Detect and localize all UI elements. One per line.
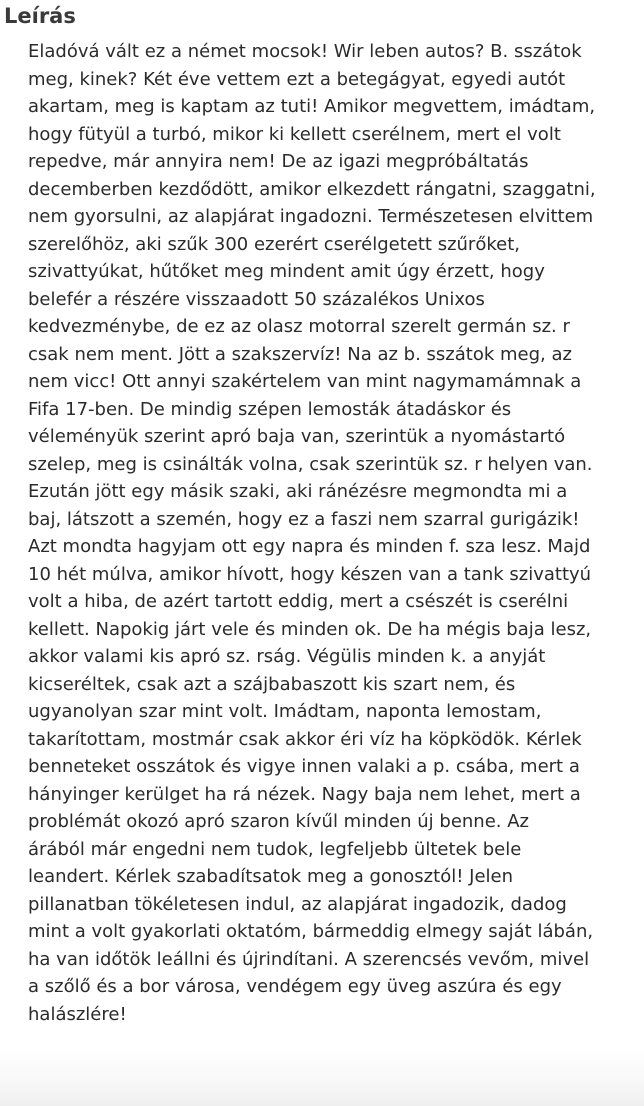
section-title: Leírás <box>4 4 76 28</box>
description-line: benneteket osszátok és vigye innen valaki a p. csába, mert a <box>28 756 580 777</box>
description-line: baj, látszott a szemén, hogy ez a faszi nem szarral gurigázik! <box>28 508 580 530</box>
description-line: kedvezménybe, de ez az olasz motorral szerelt germán sz. r <box>28 316 570 337</box>
description-line: Eladóvá vált ez a német mocsok! Wir leben autos? B. sszátok <box>28 41 582 62</box>
description-line: nem vicc! Ott annyi szakértelem van mint nagymamámnak a <box>28 371 582 392</box>
description-line: akkor valami kis apró sz. rság. Végülis minden k. a anyját <box>28 646 546 667</box>
description-line: problémát okozó apró szaron kívűl minden új benne. Az <box>28 811 529 832</box>
description-line: szerelőhöz, aki szűk 300 ezerért cserélgetett szűrőket, <box>28 233 520 255</box>
description-line: decemberben kezdődött, amikor elkezdett rángatni, szaggatni, <box>28 178 596 200</box>
description-line: leandert. Kérlek szabadítsatok meg a gonosztól! Jelen <box>28 866 514 887</box>
bottom-fade-overlay <box>0 1046 644 1106</box>
description-line: hogy fütyül a turbó, mikor ki kellett cserélnem, mert el volt <box>28 123 561 145</box>
description-line: csak nem ment. Jött a szakszervíz! Na az b. sszátok meg, az <box>28 343 572 365</box>
description-line: hányinger kerülget ha rá nézek. Nagy baja nem lehet, mert a <box>28 783 581 805</box>
description-text <box>28 38 640 1028</box>
description-line: szivattyúkat, hűtőket meg mindent amit úgy érzett, hogy <box>28 261 545 282</box>
description-line: kicseréltek, csak azt a szájbabaszott kis szart nem, és <box>28 673 516 695</box>
description-line: Azt mondta hagyjam ott egy napra és minden f. sza lesz. Majd <box>28 536 591 557</box>
description-line: pillanatban tökéletesen indul, az alapjárat ingadozik, dadog <box>28 893 567 915</box>
description-line: ugyanolyan szar mint volt. Imádtam, naponta lemostam, <box>28 701 542 722</box>
description-line: Ezután jött egy másik szaki, aki ránézésre megmondta mi a <box>28 481 568 502</box>
description-line: halászlére! <box>28 1003 127 1025</box>
description-line: árából már engedni nem tudok, legfeljebb ültetek bele <box>28 838 522 860</box>
description-line: 10 hét múlva, amikor hívott, hogy készen van a tank szivattyú <box>28 563 592 585</box>
description-line: kellett. Napokig járt vele és minden ok. De ha mégis baja lesz, <box>28 618 592 640</box>
description-line: volt a hiba, de azért tartott eddig, mert a csészét is cserélni <box>28 591 569 612</box>
description-line: mint a volt gyakorlati oktatóm, bármeddig elmegy saját lábán, <box>28 921 594 942</box>
description-line: a szőlő és a bor városa, vendégem egy üveg aszúra és egy <box>28 976 562 997</box>
description-line: akartam, meg is kaptam az tuti! Amikor megvettem, imádtam, <box>28 96 596 117</box>
description-line: takarítottam, mostmár csak akkor éri víz ha köpködök. Kérlek <box>28 728 582 750</box>
description-line: véleményük szerint apró baja van, szerintük a nyomástartó <box>28 426 566 447</box>
description-line: nem gyorsulni, az alapjárat ingadozni. Természetesen elvittem <box>28 206 594 227</box>
description-line: repedve, már annyira nem! De az igazi megpróbáltatás <box>28 151 529 172</box>
description-line: ha van időtök leállni és újrindítani. A szerencsés vevőm, mivel <box>28 948 590 970</box>
description-line: szelep, meg is csinálták volna, csak szerintük sz. r helyen van. <box>28 453 593 475</box>
description-line: belefér a részére visszaadott 50 százalékos Unixos <box>28 288 485 310</box>
description-line: Fifa 17-ben. De mindig szépen lemosták átadáskor és <box>28 398 512 420</box>
description-line: meg, kinek? Két éve vettem ezt a betegágyat, egyedi autót <box>28 68 566 90</box>
